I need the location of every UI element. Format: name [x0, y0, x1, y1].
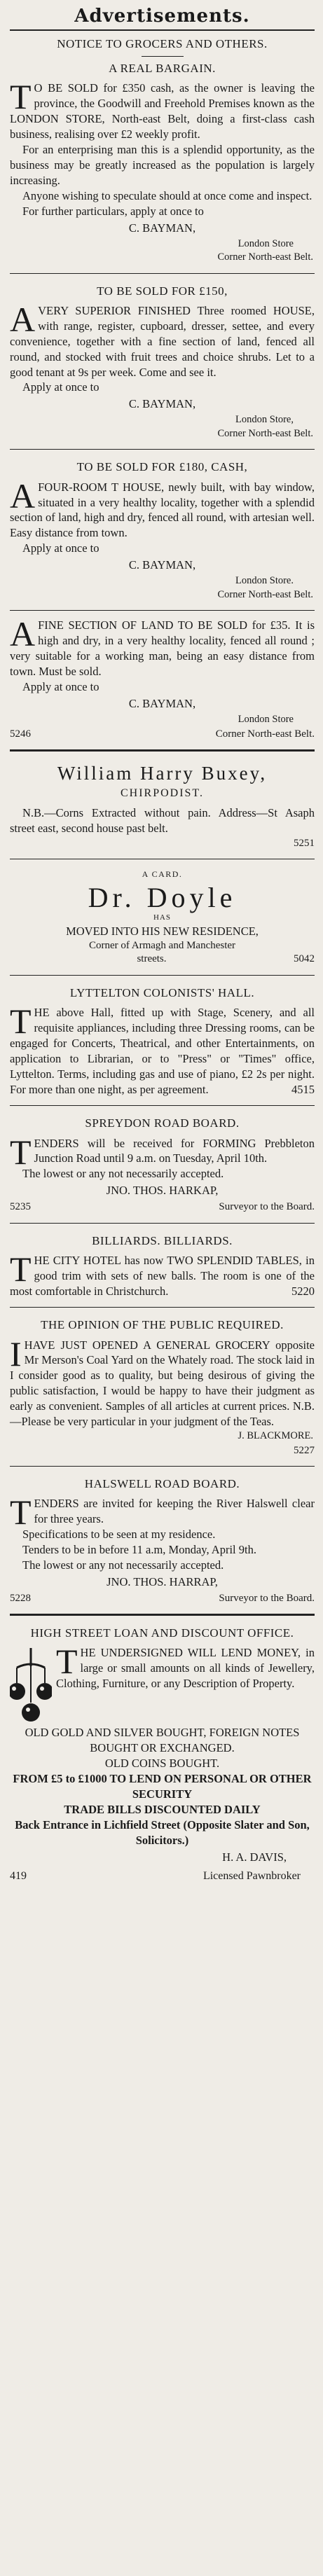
- pawnbroker-balls-icon: [10, 1647, 52, 1725]
- ad-body: TENDERS are invited for keeping the River Halswell clear for three years.: [10, 1493, 315, 1532]
- ad-reference-number: 5246: [10, 728, 31, 740]
- ad-house-180: [10, 450, 315, 610]
- loan-line: OLD COINS BOUGHT.: [104, 1756, 220, 1770]
- ad-body: AVERY SUPERIOR FINISHED Three roomed HOUSE, with range, register, cupboard, dresser, settee, and every convenience, together with a fine section of land, fenced all round, and stocked with fruit trees and choice shrubs. Let to a good tenant at 9s per week. Come and see it.: [10, 299, 315, 379]
- advertiser-address: London Store.: [235, 575, 294, 587]
- advertiser-address: London Store,: [235, 414, 294, 426]
- ad-reference-number: 5227: [294, 1444, 315, 1456]
- has-label: HAS: [153, 913, 171, 922]
- ad-halswell: [10, 1467, 315, 1614]
- advertiser-name: C. BAYMAN,: [128, 397, 196, 411]
- drop-cap: A: [10, 614, 36, 654]
- advertiser-address: London Store: [238, 713, 294, 725]
- advertiser-name: J. BLACKMORE.: [238, 1430, 313, 1442]
- ad-land-35: [10, 611, 315, 749]
- ref-row: [10, 1591, 315, 1605]
- ad-body: N.B.—Corns Extracted without pain. Address—St Asaph street east, second house past belt.: [10, 805, 315, 835]
- loan-line: FROM £5 to £1000 TO LEND ON PERSONAL OR OTHER SECURITY: [13, 1771, 312, 1801]
- ref-row: [10, 836, 315, 850]
- ad-buxey: [10, 752, 315, 859]
- ad-heading: TO BE SOLD FOR £180, CASH,: [76, 460, 248, 474]
- ad-body: THE above Hall, fitted up with Stage, Scenery, and all requisite appliances, including three Dressing rooms, can be engaged for Concerts, Theatrical, and other Entertainments, on application to Librarian, or to "Press" or "Times" office, Lyttelton. Terms, including gas and use of piano, £2 2s per night. For more than one night, as per agreement. 4515: [10, 1001, 315, 1096]
- ad-body: AFINE SECTION OF LAND TO BE SOLD for £35. It is high and dry, in a very healthy locality, fenced all round ; very suitable for a working man, being an easy distance from town. Must be sold.: [10, 614, 315, 679]
- divider: [142, 56, 184, 57]
- loan-line: OLD GOLD AND SILVER BOUGHT, FOREIGN NOTES BOUGHT OR EXCHANGED.: [25, 1726, 300, 1754]
- ref-row: [10, 1870, 315, 1883]
- ad-body: IHAVE JUST OPENED A GENERAL GROCERY opposite Mr Merson's Coal Yard on the Whately road. The stock laid in I consider good as to quality, but being desirous of giving the public satisfaction, I would be happy to have their judgment as early as convenient. Samples of all articles at current prices. N.B.—Please be very particular in your judgment of the Teas.: [10, 1334, 315, 1429]
- ad-body: T O BE SOLD for £350 cash, as the owner is leaving the province, the Goodwill and Freehold Premises known as the LONDON STORE, North-east Belt, doing a first-class cash business, realising over £2 weekly profit.: [10, 77, 315, 141]
- ad-heading: LYTTELTON COLONISTS' HALL.: [69, 985, 255, 999]
- advertiser-role: Licensed Pawnbroker: [202, 1870, 301, 1883]
- ad-paragraph: Apply at once to: [22, 380, 99, 394]
- ad-opinion: [10, 1308, 315, 1466]
- ad-paragraph: Specifications to be seen at my residence.: [22, 1527, 216, 1541]
- advertiser-address: Corner North-east Belt.: [217, 588, 313, 600]
- ad-body: AFOUR-ROOM T HOUSE, newly built, with bay window, situated in a very healthy locality, together with a splendid section of land, high and dry, fenced all round, with artesian well. Easy distance from town.: [10, 476, 315, 540]
- chiropodist-name: William Harry Buxey,: [57, 762, 268, 784]
- doctor-address: Corner of Armagh and Manchester: [88, 940, 236, 952]
- ad-reference-number: 5042: [294, 953, 315, 965]
- ad-heading: THE OPINION OF THE PUBLIC REQUIRED.: [41, 1318, 284, 1332]
- ad-paragraph: For an enterprising man this is a splendid opportunity, as the business may be greatly increased as the population is largely increasing.: [10, 142, 315, 187]
- ad-paragraph: The lowest or any not necessarily accepted.: [22, 1558, 224, 1572]
- ad-body: THE CITY HOTEL has now TWO SPLENDID TABLES, in good trim with sets of new balls. The room is one of the most comfortable in Christchurch. 5220: [10, 1249, 315, 1298]
- ad-loan-office: [10, 1616, 315, 1892]
- moved-notice: MOVED INTO HIS NEW RESIDENCE,: [66, 925, 259, 939]
- ad-reference-number: 5220: [291, 1284, 315, 1298]
- ad-paragraph: Apply at once to: [22, 680, 99, 694]
- drop-cap: T: [10, 77, 32, 117]
- ad-reference-number: 5235: [10, 1201, 31, 1213]
- ref-row: [10, 727, 315, 741]
- advertiser-role: Surveyor to the Board.: [219, 1592, 315, 1604]
- ad-paragraph: Tenders to be in before 11 a.m, Monday, April 9th.: [22, 1542, 256, 1556]
- loan-line: TRADE BILLS DISCOUNTED DAILY: [64, 1802, 261, 1816]
- ad-paragraph: The lowest or any not necessarily accepted.: [22, 1167, 224, 1181]
- ad-paragraph: Apply at once to: [22, 541, 99, 555]
- advertiser-address: Corner North-east Belt.: [217, 251, 313, 263]
- advertiser-name: C. BAYMAN,: [128, 697, 196, 710]
- drop-cap: T: [10, 1493, 32, 1532]
- ad-heading: SPREYDON ROAD BOARD.: [85, 1116, 240, 1130]
- loan-body-wrap: [10, 1642, 315, 1725]
- drop-cap: A: [10, 299, 36, 339]
- ad-subheading: A REAL BARGAIN.: [109, 62, 216, 76]
- ad-paragraph: Anyone wishing to speculate should at once come and inspect.: [22, 188, 312, 202]
- ad-paragraph: For further particulars, apply at once to: [22, 204, 204, 218]
- advertiser-address: London Store: [238, 237, 294, 249]
- ad-heading: HIGH STREET LOAN AND DISCOUNT OFFICE.: [30, 1626, 294, 1640]
- drop-cap: T: [10, 1249, 32, 1289]
- ad-reference-number: 419: [10, 1870, 27, 1883]
- ad-grocers: [10, 36, 315, 273]
- ad-label: A CARD.: [142, 868, 183, 879]
- ref-row: [10, 1200, 315, 1214]
- drop-cap: T: [56, 1642, 78, 1682]
- ad-lyttelton: [10, 976, 315, 1106]
- ad-heading: NOTICE TO GROCERS AND OTHERS.: [57, 37, 268, 50]
- advertiser-name: C. BAYMAN,: [128, 221, 196, 235]
- advertiser-role: Surveyor to the Board.: [219, 1201, 315, 1213]
- drop-cap: I: [10, 1334, 22, 1373]
- ad-reference-number: 4515: [291, 1082, 315, 1096]
- ad-billiards: [10, 1224, 315, 1308]
- advertiser-address: Corner North-east Belt.: [215, 728, 315, 740]
- doctor-name: Dr. Doyle: [88, 882, 237, 914]
- advertiser-name: JNO. THOS. HARKAP,: [106, 1184, 219, 1198]
- ad-spreydon: [10, 1106, 315, 1222]
- doctor-address: streets.: [137, 953, 167, 965]
- loan-line: Back Entrance in Lichfield Street (Opposite Slater and Son, Solicitors.): [15, 1817, 310, 1847]
- ad-heading: TO BE SOLD FOR £150,: [97, 284, 228, 298]
- ad-doyle: [10, 859, 315, 975]
- drop-cap: T: [10, 1132, 32, 1172]
- advertiser-address: Corner North-east Belt.: [217, 427, 313, 439]
- chiropodist-title: CHIRPODIST.: [120, 787, 205, 799]
- ad-reference-number: 5251: [294, 837, 315, 849]
- masthead-title: Advertisements.: [10, 6, 315, 31]
- advertiser-name: C. BAYMAN,: [128, 558, 196, 572]
- drop-cap: A: [10, 476, 36, 515]
- ad-heading: BILLIARDS. BILLIARDS.: [92, 1233, 233, 1247]
- drop-cap: T: [10, 1001, 32, 1041]
- advertiser-name: H. A. DAVIS,: [222, 1850, 287, 1864]
- ad-heading: HALSWELL ROAD BOARD.: [84, 1476, 240, 1490]
- ad-reference-number: 5228: [10, 1592, 31, 1604]
- ref-row: [10, 952, 315, 966]
- ad-body: THE UNDERSIGNED WILL LEND MONEY, in large or small amounts on all kinds of Jewellery, Clothing, Furniture, or any Description of Property.: [56, 1642, 315, 1690]
- ad-house-150: [10, 274, 315, 450]
- advertiser-name: JNO. THOS. HARRAP,: [106, 1574, 218, 1588]
- ref-row: [10, 1443, 315, 1457]
- ad-body: TENDERS will be received for FORMING Prebbleton Junction Road until 9 a.m. on Tuesday, April 10th.: [10, 1132, 315, 1172]
